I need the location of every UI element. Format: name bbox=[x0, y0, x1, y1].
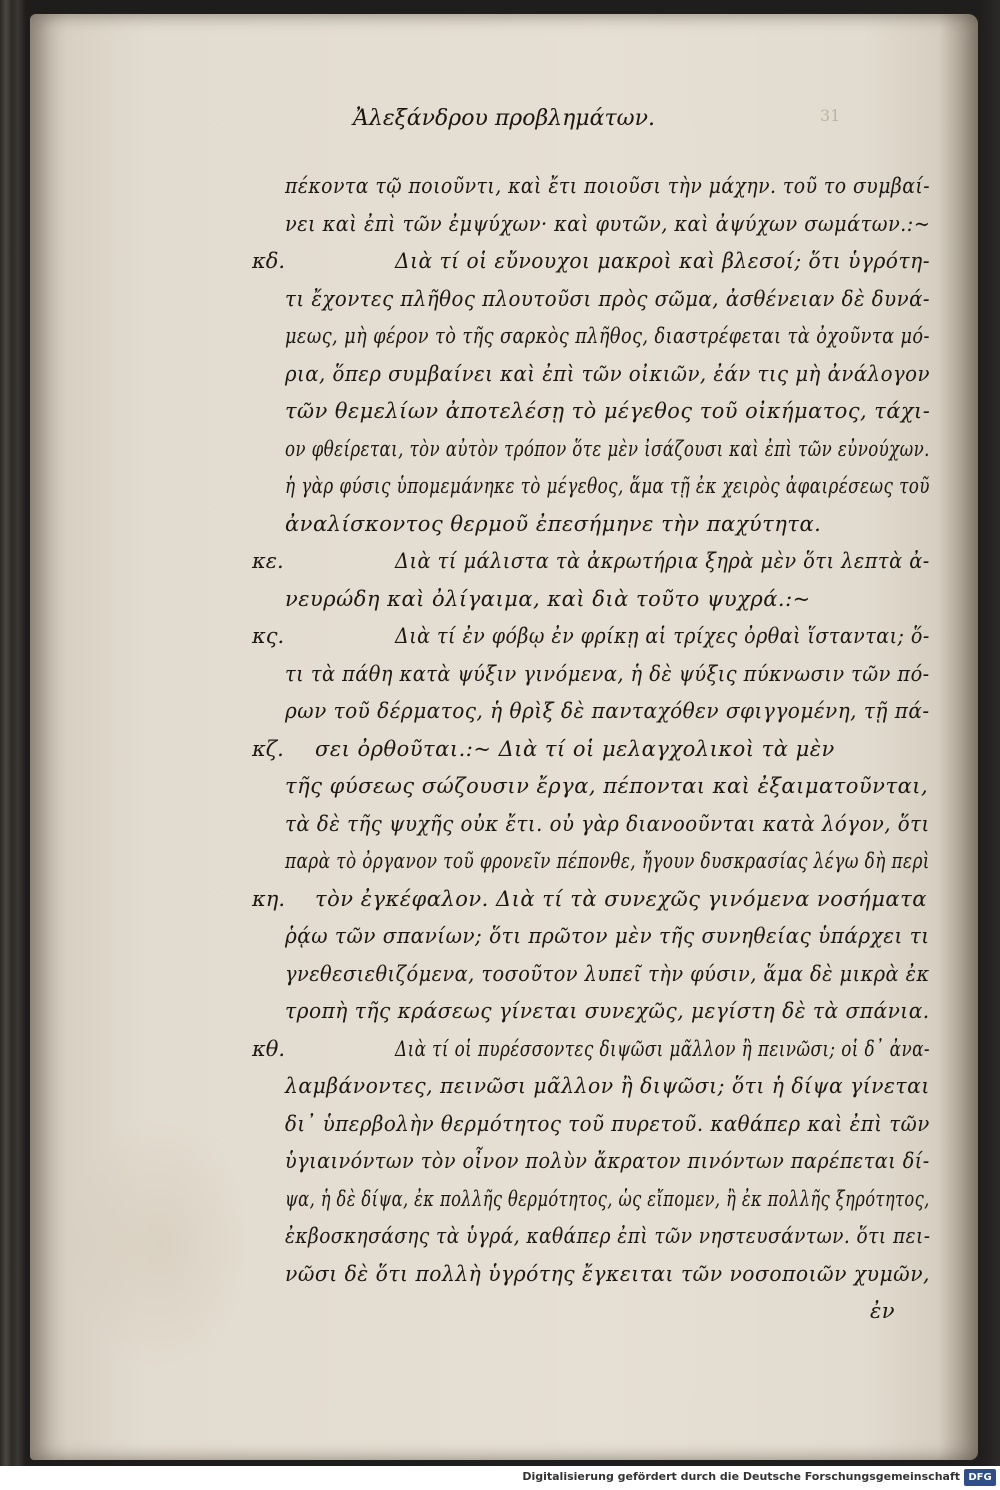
text-line: Διὰ τί ἐν φόβῳ ἐν φρίκῃ αἱ τρίχες ὀρθαὶ ἵστανται; ὅ- bbox=[395, 624, 930, 648]
text-line: πέκοντα τῷ ποιοῦντι, καὶ ἔτι ποιοῦσι τὴν μάχην. τοῦ το συμβαί- bbox=[285, 174, 931, 198]
running-header: Ἀλεξάνδρου προβλημάτων. bbox=[353, 106, 655, 131]
section-number: κδ. bbox=[252, 249, 286, 273]
text-line: ἐκβοσκησάσης τὰ ὑγρά, καθάπερ ἐπὶ τῶν νηστευσάντων. ὅτι πει- bbox=[285, 1224, 931, 1248]
text-line: ρια, ὅπερ συμβαίνει καὶ ἐπὶ τῶν οἰκιῶν, ἐάν τις μὴ ἀνάλογον bbox=[285, 361, 930, 386]
page-edge-shadow bbox=[938, 14, 978, 1460]
text-line: ψα, ἡ δὲ δίψα, ἐκ πολλῆς θερμότητος, ὡς εἴπομεν, ἢ ἐκ πολλῆς ξηρότητος, bbox=[285, 1186, 930, 1211]
funding-notice: Digitalisierung gefördert durch die Deutsche Forschungsgemeinschaft bbox=[522, 1470, 960, 1483]
text-line: τροπὴ τῆς κράσεως γίνεται συνεχῶς, μεγίστη δὲ τὰ σπάνια. bbox=[285, 999, 930, 1023]
section-number: κζ. bbox=[252, 736, 284, 761]
text-line: σει ὀρθοῦται.:~ Διὰ τί οἱ μελαγχολικοὶ τὰ μὲν bbox=[315, 736, 835, 761]
text-line: τι ἔχοντες πλῆθος πλουτοῦσι πρὸς σῶμα, ἀσθένειαν δὲ δυνά- bbox=[285, 286, 931, 311]
text-line: Διὰ τί οἱ πυρέσσοντες διψῶσι μᾶλλον ἢ πεινῶσι; οἱ δ᾽ ἀνα- bbox=[395, 1036, 930, 1061]
text-line: τι τὰ πάθη κατὰ ψύξιν γινόμενα, ἡ δὲ ψύξις πύκνωσιν τῶν πό- bbox=[285, 661, 930, 686]
footer-bar bbox=[0, 1466, 1000, 1490]
dfg-logo: DFG bbox=[964, 1469, 996, 1486]
section-number: κθ. bbox=[252, 1036, 286, 1061]
text-line: ἀναλίσκοντος θερμοῦ ἐπεσήμηνε τὴν παχύτητα. bbox=[285, 511, 822, 536]
text-line: Διὰ τί οἱ εὔνουχοι μακροὶ καὶ βλεσοί; ὅτι ὑγρότη- bbox=[395, 249, 931, 273]
text-line: Διὰ τί μάλιστα τὰ ἀκρωτήρια ξηρὰ μὲν ὅτι λεπτὰ ἀ- bbox=[395, 549, 930, 573]
text-line: ἡ γὰρ φύσις ὑπομεμάνηκε τὸ μέγεθος, ἅμα τῇ ἐκ χειρὸς ἀφαιρέσεως τοῦ bbox=[285, 474, 930, 498]
text-line: μεως, μὴ φέρον τὸ τῆς σαρκὸς πλῆθος, διαστρέφεται τὰ ὀχοῦντα μό- bbox=[285, 324, 930, 348]
text-line: τὸν ἐγκέφαλον. Διὰ τί τὰ συνεχῶς γινόμενα νοσήματα bbox=[315, 886, 927, 911]
text-line: δι᾽ ὑπερβολὴν θερμότητος τοῦ πυρετοῦ. καθάπερ καὶ ἐπὶ τῶν bbox=[285, 1111, 930, 1136]
text-line: ὑγιαινόντων τὸν οἶνον πολὺν ἄκρατον πινόντων παρέπεται δί- bbox=[285, 1149, 930, 1173]
text-line: τῆς φύσεως σώζουσιν ἔργα, πέπονται καὶ ἐξαιματοῦνται, bbox=[285, 774, 929, 798]
text-line: τὰ δὲ τῆς ψυχῆς οὐκ ἔτι. οὐ γὰρ διανοοῦνται κατὰ λόγον, ὅτι bbox=[285, 811, 930, 836]
text-line: νευρώδη καὶ ὀλίγαιμα, καὶ διὰ τοῦτο ψυχρά.:~ bbox=[285, 586, 811, 611]
section-number: κη. bbox=[252, 886, 286, 911]
text-line: νῶσι δὲ ὅτι πολλὴ ὑγρότης ἔγκειται τῶν νοσοποιῶν χυμῶν, bbox=[285, 1261, 930, 1286]
text-line: νει καὶ ἐπὶ τῶν ἐμψύχων· καὶ φυτῶν, καὶ ἀψύχων σωμάτων.:~ bbox=[285, 211, 931, 236]
page-stain bbox=[70, 1114, 250, 1374]
text-line: γνεθεσιεθιζόμενα, τοσοῦτον λυπεῖ τὴν φύσιν, ἅμα δὲ μικρὰ ἐκ bbox=[285, 961, 930, 986]
section-number: κς. bbox=[252, 624, 285, 648]
text-line: λαμβάνοντες, πεινῶσι μᾶλλον ἢ διψῶσι; ὅτι ἡ δίψα γίνεται bbox=[285, 1074, 930, 1098]
folio-number: 31 bbox=[820, 106, 841, 125]
book-page bbox=[30, 14, 978, 1460]
text-line: ρων τοῦ δέρματος, ἡ θρὶξ δὲ πανταχόθεν σφιγγομένη, τῇ πά- bbox=[285, 699, 930, 723]
text-line: παρὰ τὸ ὀργανον τοῦ φρονεῖν πέπονθε, ἤγουν δυσκρασίας λέγω δὴ περὶ bbox=[285, 849, 930, 873]
text-line: ον φθείρεται, τὸν αὐτὸν τρόπον ὅτε μὲν ἰσάζουσι καὶ ἐπὶ τῶν εὐνούχων. bbox=[285, 436, 930, 461]
text-line: ῥᾴω τῶν σπανίων; ὅτι πρῶτον μὲν τῆς συνηθείας ὑπάρχει τι bbox=[285, 924, 930, 948]
text-line: ἐν bbox=[870, 1299, 896, 1323]
section-number: κε. bbox=[252, 549, 284, 573]
text-line: τῶν θεμελίων ἀποτελέσῃ τὸ μέγεθος τοῦ οἰκήματος, τάχι- bbox=[285, 399, 931, 423]
